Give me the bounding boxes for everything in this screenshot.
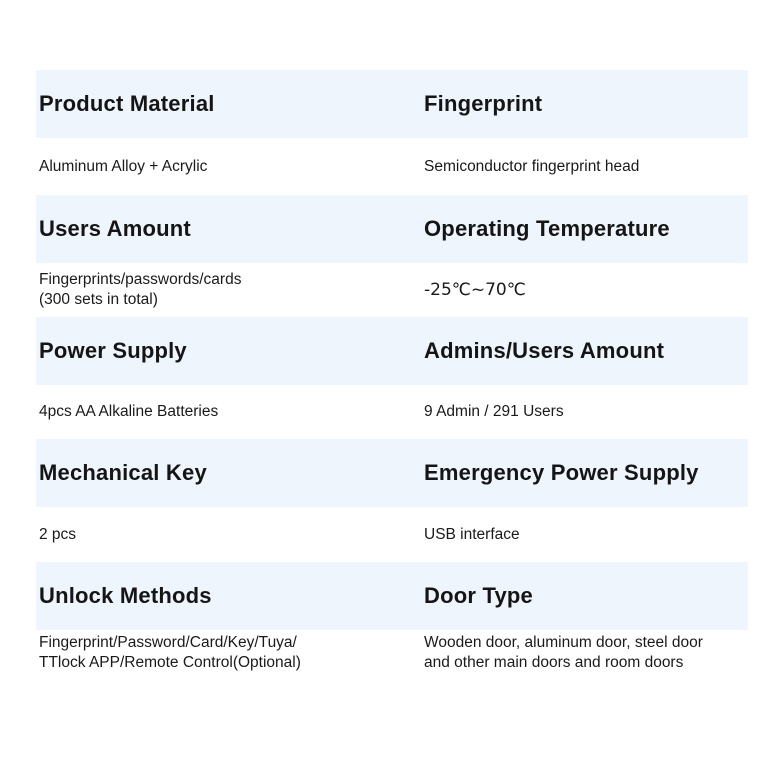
- spec-value-row: [36, 507, 748, 562]
- spec-header-row: [36, 195, 748, 263]
- spec-header-cell: [424, 562, 764, 630]
- spec-header-row: [36, 317, 748, 385]
- spec-table: [36, 70, 748, 676]
- spec-value-cell: [424, 263, 764, 317]
- spec-value-operating-temperature: -25℃~70℃: [424, 280, 526, 300]
- spec-header-row: [36, 70, 748, 138]
- spec-value-row: [36, 385, 748, 439]
- spec-header-cell: [424, 195, 764, 263]
- spec-label-unlock-methods: Unlock Methods: [39, 583, 212, 608]
- spec-value-row: [36, 138, 748, 195]
- spec-header-cell: [39, 562, 419, 630]
- spec-value-line: TTlock APP/Remote Control(Optional): [39, 654, 301, 671]
- spec-header-row: [36, 439, 748, 507]
- spec-label-fingerprint: Fingerprint: [424, 91, 543, 116]
- spec-value-cell: [39, 507, 419, 562]
- spec-value-unlock-methods: [39, 633, 301, 673]
- spec-value-cell: [39, 263, 419, 317]
- spec-header-cell: [424, 439, 764, 507]
- spec-label-operating-temperature: Operating Temperature: [424, 216, 670, 241]
- spec-value-cell: [424, 385, 764, 439]
- spec-value-emergency-power-supply: USB interface: [424, 525, 520, 543]
- spec-header-cell: [39, 439, 419, 507]
- spec-header-cell: [39, 195, 419, 263]
- spec-value-cell: [424, 138, 764, 195]
- spec-header-cell: [424, 70, 764, 138]
- spec-value-cell: [424, 630, 764, 676]
- spec-value-product-material: Aluminum Alloy + Acrylic: [39, 157, 208, 175]
- spec-header-cell: [424, 317, 764, 385]
- spec-value-cell: [424, 507, 764, 562]
- spec-value-line: and other main doors and room doors: [424, 654, 684, 671]
- spec-header-cell: [39, 70, 419, 138]
- spec-value-line: Wooden door, aluminum door, steel door: [424, 634, 703, 651]
- spec-value-cell: [39, 630, 419, 676]
- spec-header-row: [36, 562, 748, 630]
- spec-value-line: Fingerprint/Password/Card/Key/Tuya/: [39, 634, 297, 651]
- spec-value-users-amount: [39, 270, 241, 310]
- spec-value-fingerprint: Semiconductor fingerprint head: [424, 157, 640, 175]
- spec-value-row: [36, 263, 748, 317]
- spec-label-admins-users-amount: Admins/Users Amount: [424, 338, 665, 363]
- spec-label-mechanical-key: Mechanical Key: [39, 460, 207, 485]
- spec-label-power-supply: Power Supply: [39, 338, 187, 363]
- spec-value-mechanical-key: 2 pcs: [39, 525, 77, 543]
- spec-value-line: Fingerprints/passwords/cards: [39, 271, 242, 288]
- spec-label-product-material: Product Material: [39, 91, 215, 116]
- spec-label-users-amount: Users Amount: [39, 216, 191, 241]
- spec-value-admins-users-amount: 9 Admin / 291 Users: [424, 403, 564, 420]
- spec-value-cell: [39, 138, 419, 195]
- spec-value-line: (300 sets in total): [39, 291, 158, 308]
- spec-label-emergency-power-supply: Emergency Power Supply: [424, 460, 699, 485]
- spec-value-door-type: [424, 633, 703, 673]
- spec-header-cell: [39, 317, 419, 385]
- spec-value-row: [36, 630, 748, 676]
- spec-value-cell: [39, 385, 419, 439]
- spec-value-power-supply: 4pcs AA Alkaline Batteries: [39, 403, 219, 420]
- spec-label-door-type: Door Type: [424, 583, 533, 608]
